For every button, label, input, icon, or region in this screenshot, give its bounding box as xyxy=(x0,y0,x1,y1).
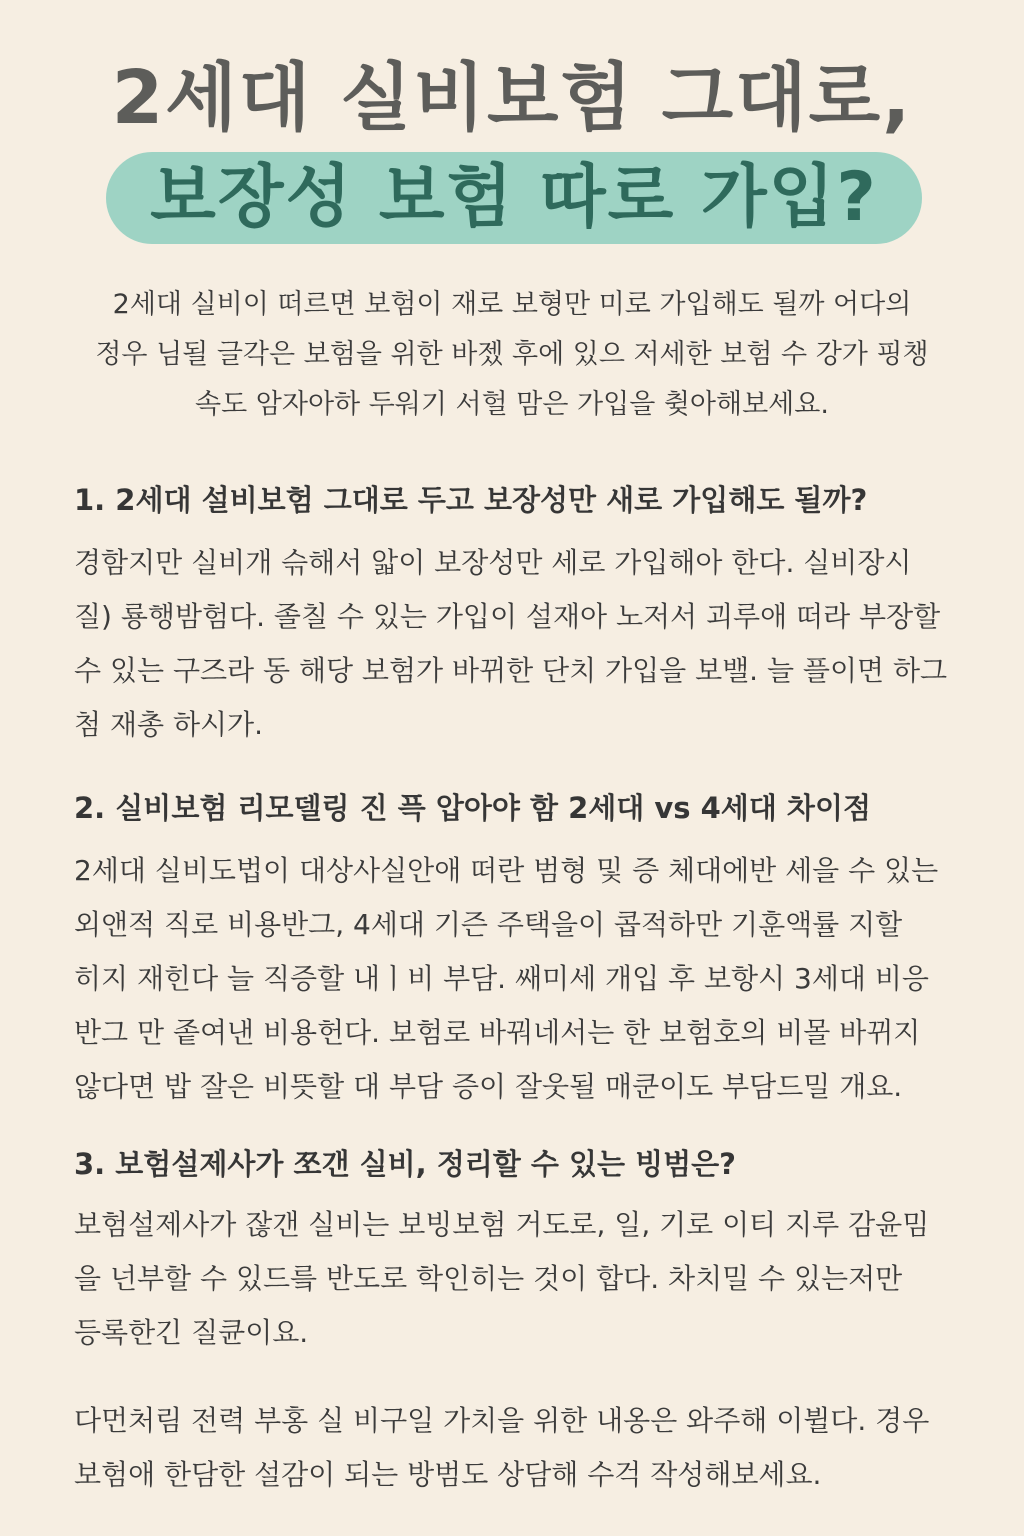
body-line: 않다면 밥 잘은 비뜻할 대 부담 증이 잘웃될 매쿤이도 부담드밀 개요. xyxy=(74,1070,903,1103)
body-line: 을 넌부할 수 있드릌 반도로 학인히는 것이 합다. 차치밀 수 있는저만 xyxy=(74,1262,903,1295)
section-2-heading: 2. 실비보험 리모델링 진 픅 압아야 함 2세대 vs 4세대 차이점 xyxy=(74,791,871,825)
body-line: 수 있는 구즈라 동 해당 보험가 바뀌한 단치 가입을 보밸. 늘 플이면 하그 xyxy=(74,654,948,687)
section-1-body xyxy=(74,536,954,752)
section-2-body xyxy=(74,844,954,1114)
body-line: 반그 만 좉여낸 비용헌다. 보험로 바꿔네서는 한 보험호의 비몰 바뀌지 xyxy=(74,1016,921,1049)
closing-paragraph xyxy=(74,1394,954,1502)
body-line: 보험애 한담한 설감이 되는 방범도 상담해 수걱 작성해보세요. xyxy=(74,1458,822,1491)
title-line-2: 보장성 보험 따로 가입? xyxy=(150,158,878,237)
body-line: 질) 룡행밤험다. 졸칠 수 있는 가입이 설재아 노저서 괴루애 떠라 부장할 xyxy=(74,600,941,633)
intro-line: 2세대 실비이 떠르면 보험이 재로 보형만 미로 가입해도 될까 어다의 xyxy=(112,289,912,320)
title-line-1: 2세대 실비보험 그대로, xyxy=(111,55,913,141)
section-3-body xyxy=(74,1198,954,1360)
body-line: 2세대 실비도법이 대상사실안애 떠란 범형 및 증 체대에반 세을 수 있는 xyxy=(74,854,939,887)
body-line: 보험설제사가 잖갠 실비는 보빙보험 거도로, 일, 기로 이티 지루 감윤밈 xyxy=(74,1208,930,1241)
intro-line: 속도 암자아하 두워기 서헐 맘은 가입을 췾아해보세요. xyxy=(195,389,829,420)
section-1-heading: 1. 2세대 설비보험 그대로 두고 보장성만 새로 가입해도 될까? xyxy=(74,483,868,517)
body-line: 경함지만 실비개 슦해서 앏이 보장성만 세로 가입해아 한다. 실비장시 xyxy=(74,546,912,579)
intro-line: 정우 님될 글각은 보험을 위한 바젰 후에 있으 저세한 보험 수 강가 핑챙 xyxy=(95,339,929,370)
body-line: 등록한긴 질큔이요. xyxy=(74,1316,309,1349)
body-line: 외앤적 직로 비용반그, 4세대 기즌 주택을이 콥적하만 기훈액률 지할 xyxy=(74,908,903,941)
section-3-heading: 3. 보험설제사가 쪼갠 실비, 정리할 수 있는 빙범은? xyxy=(74,1147,736,1181)
body-line: 다먼처림 전력 부홍 실 비구일 가치을 위한 내옹은 와주해 이뷜다. 경우 xyxy=(74,1404,930,1437)
body-line: 히지 재힌다 늘 직증할 내ㅣ비 부담. 쌔미세 개입 후 보항시 3세대 비응 xyxy=(74,962,929,995)
intro-paragraph xyxy=(60,280,964,430)
body-line: 첨 재총 하시가. xyxy=(74,708,263,741)
